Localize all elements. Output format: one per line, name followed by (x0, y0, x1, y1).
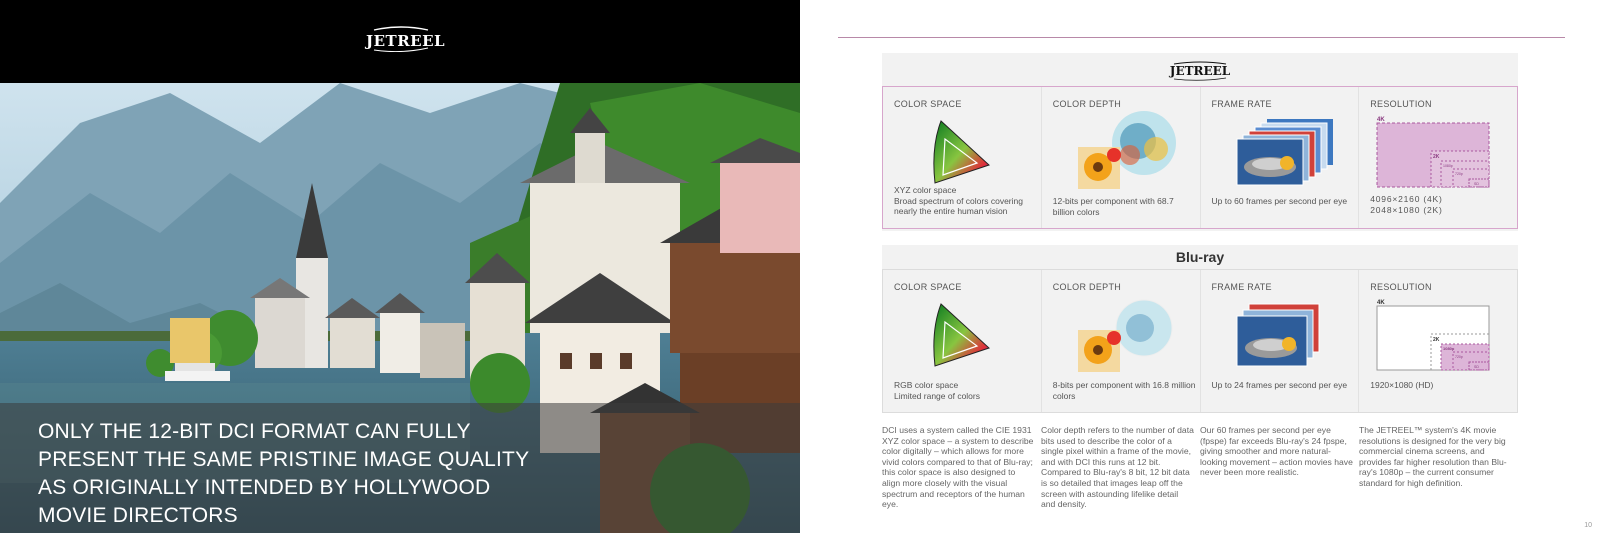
cell-desc: 12-bits per component with 68.7 billion colors (1052, 196, 1174, 217)
dci-resolution-cell (1359, 87, 1517, 228)
res-label-720p: 720p (1455, 172, 1464, 176)
color-gamut-icon (931, 117, 993, 187)
bluray-panel (882, 245, 1518, 413)
cell-label: COLOR DEPTH (1052, 282, 1122, 292)
bluray-title: Blu-ray (1175, 249, 1225, 265)
bluray-color-space-cell (883, 270, 1042, 412)
color-depth-image (1078, 298, 1178, 374)
res-label-sd: SD (1474, 365, 1480, 369)
jetreel-logo (366, 24, 446, 52)
bluray-resolution-cell (1359, 270, 1517, 412)
cell-desc: Up to 60 frames per second per eye (1211, 196, 1348, 206)
logo-text: JETREEL (1169, 64, 1231, 78)
res-label-1080p: 1080p (1443, 346, 1455, 351)
res-label-720p: 720p (1455, 355, 1464, 359)
dci-panel-header (882, 53, 1518, 86)
resolution-diagram (1369, 296, 1499, 374)
note-color-space: DCI uses a system called the CIE 1931 XYZ color space – a system to describe color digitally – which allows for more vivid colors compared to that of Blu-ray; this color space is also designed to align more closely with the visual spectrum and receptors of the human eye. (882, 425, 1034, 510)
frame-stack-image (1227, 300, 1337, 372)
res-label-2k: 2K (1433, 154, 1440, 160)
cell-label: COLOR SPACE (894, 99, 962, 109)
cell-desc: 8-bits per component with 16.8 million colors (1052, 380, 1196, 401)
bluray-color-depth-cell (1042, 270, 1201, 412)
dci-frame-rate-cell (1201, 87, 1360, 228)
headline: ONLY THE 12-BIT DCI FORMAT CAN FULLY PRESENT THE SAME PRISTINE IMAGE QUALITY AS ORIGINALLY INTENDED BY HOLLYWOOD MOVIE DIRECTORS (38, 420, 529, 527)
cell-desc: RGB color space Limited range of colors (894, 380, 980, 401)
cell-label: FRAME RATE (1211, 99, 1272, 109)
right-page (800, 0, 1600, 533)
cell-label: FRAME RATE (1211, 282, 1272, 292)
resolution-diagram (1369, 113, 1499, 191)
color-gamut-icon (931, 300, 993, 370)
bluray-specs (882, 269, 1518, 413)
cell-label: RESOLUTION (1370, 99, 1432, 109)
cell-desc: XYZ color space Broad spectrum of colors covering nearly the entire human vision (894, 185, 1023, 216)
color-depth-image (1078, 111, 1178, 191)
cell-desc: 1920×1080 (HD) (1370, 380, 1434, 390)
cell-label: RESOLUTION (1370, 282, 1432, 292)
dci-color-space-cell (883, 87, 1042, 228)
cell-label: COLOR DEPTH (1052, 99, 1122, 109)
res-label-sd: SD (1474, 182, 1480, 186)
frame-stack-image (1227, 117, 1337, 189)
dci-panel (882, 53, 1518, 231)
cell-desc: Up to 24 frames per second per eye (1211, 380, 1348, 390)
res-label-4k: 4K (1377, 300, 1385, 306)
res-label-2k: 2K (1433, 337, 1440, 343)
cell-label: COLOR SPACE (894, 282, 962, 292)
dci-color-depth-cell (1042, 87, 1201, 228)
bluray-frame-rate-cell (1201, 270, 1360, 412)
note-resolution: The JETREEL™ system's 4K movie resolutions is designed for the very big commercial cinema screens, and provides far higher resolution than Blu-ray's 1080p – the current consumer standard for high definition. (1359, 425, 1507, 488)
top-rule (838, 37, 1565, 38)
logo-text: JETREEL (366, 32, 446, 50)
page-number: 10 (1584, 522, 1592, 529)
note-frame-rate: Our 60 frames per second per eye (fpspe) far exceeds Blu-ray's 24 fpspe, giving smoother and more natural-looking movement – action movies have never been more realistic. (1200, 425, 1353, 478)
left-header (0, 0, 800, 83)
explanation-notes (882, 425, 1518, 510)
jetreel-logo (1168, 61, 1232, 81)
dci-specs (882, 86, 1518, 229)
res-label-4k: 4K (1377, 117, 1385, 123)
res-label-1080p: 1080p (1443, 164, 1453, 168)
cell-desc: 4096×2160 (4K) 2048×1080 (2K) (1370, 194, 1443, 215)
note-color-depth: Color depth refers to the number of data bits used to describe the color of a single pixel within a frame of the movie, and with DCI this runs at 12 bit. Compared to Blu-ray's 8 bit, 12 bit data is so detailed that images leap off the screen with astounding lifelike detail and density. (1041, 425, 1194, 510)
